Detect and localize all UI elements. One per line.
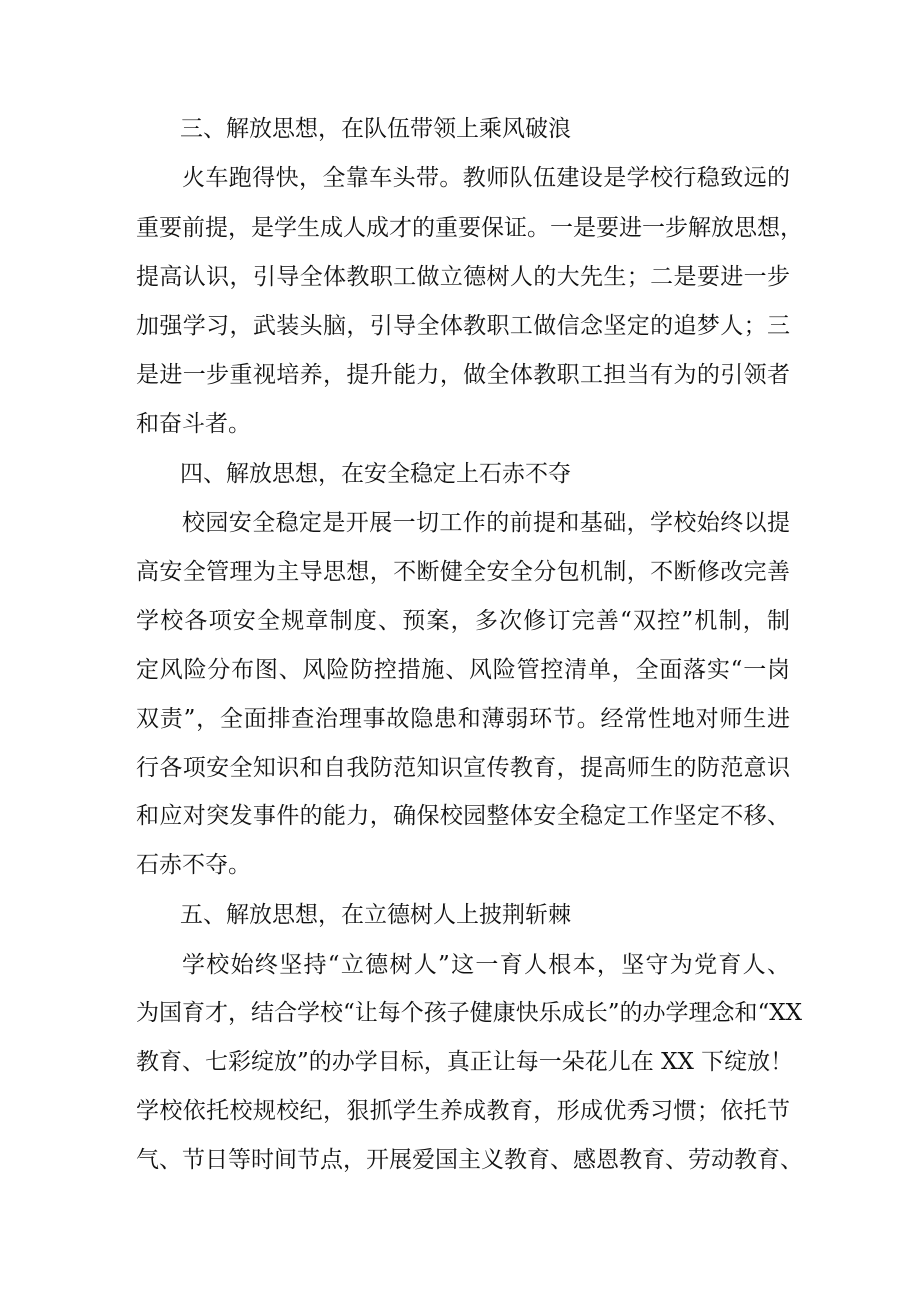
section-3-line-1: 火车跑得快，全靠车头带。教师队伍建设是学校行稳致远的 <box>182 165 790 191</box>
section-5-line-1: 学校始终坚持“立德树人”这一育人根本，坚守为党育人、 <box>182 952 790 978</box>
section-3-heading: 三、解放思想，在队伍带领上乘风破浪 <box>180 116 571 142</box>
section-5-line-2: 为国育才，结合学校“让每个孩子健康快乐成长”的办学理念和“XX <box>136 1000 803 1026</box>
section-4-line-1: 校园安全稳定是开展一切工作的前提和基础，学校始终以提 <box>182 510 790 536</box>
section-3-line-6: 和奋斗者。 <box>136 411 251 437</box>
section-4-line-2: 高安全管理为主导思想，不断健全安全分包机制，不断修改完善 <box>136 559 790 585</box>
section-5-heading: 五、解放思想，在立德树人上披荆斩棘 <box>180 902 571 928</box>
section-4-line-3: 学校各项安全规章制度、预案，多次修订完善“双控”机制，制 <box>136 608 790 634</box>
section-5-line-4: 学校依托校规校纪，狠抓学生养成教育，形成优秀习惯；依托节 <box>136 1098 790 1124</box>
section-4-line-8: 石赤不夺。 <box>136 852 251 878</box>
section-4-line-7: 和应对突发事件的能力，确保校园整体安全稳定工作坚定不移、 <box>136 803 790 829</box>
section-5-line-5: 气、节日等时间节点，开展爱国主义教育、感恩教育、劳动教育、 <box>136 1147 803 1173</box>
section-4-line-4: 定风险分布图、风险防控措施、风险管控清单，全面落实“一岗 <box>136 657 790 683</box>
section-3-line-4: 加强学习，武装头脑，引导全体教职工做信念坚定的追梦人；三 <box>136 313 790 339</box>
section-3-line-3: 提高认识，引导全体教职工做立德树人的大先生；二是要进一步 <box>136 264 790 290</box>
section-4-heading: 四、解放思想，在安全稳定上石赤不夺 <box>180 461 571 487</box>
section-3-line-5: 是进一步重视培养，提升能力，做全体教职工担当有为的引领者 <box>136 362 790 388</box>
section-4-line-5: 双责”，全面排查治理事故隐患和薄弱环节。经常性地对师生进 <box>136 706 790 732</box>
section-4-line-6: 行各项安全知识和自我防范知识宣传教育，提高师生的防范意识 <box>136 755 790 781</box>
section-5-line-3: 教育、七彩绽放”的办学目标，真正让每一朵花儿在 XX 下绽放！ <box>136 1049 794 1075</box>
section-3-line-2: 重要前提，是学生成人成才的重要保证。一是要进一步解放思想， <box>136 215 803 241</box>
